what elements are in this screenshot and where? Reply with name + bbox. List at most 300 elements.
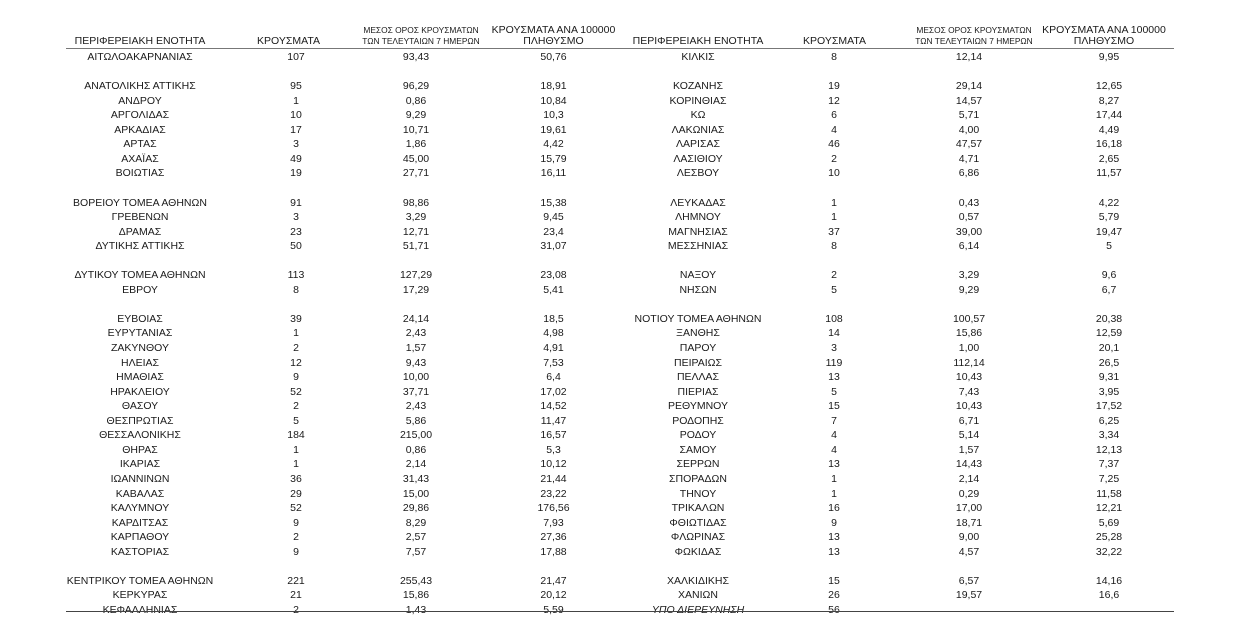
cell-region: ΑΡΤΑΣ <box>123 138 157 151</box>
cell-rate: 32,22 <box>1095 545 1123 558</box>
cell-region: ΚΟΖΑΝΗΣ <box>673 80 723 93</box>
table-row <box>66 312 616 326</box>
cell-cases: 26 <box>828 589 840 602</box>
cell-avg: 29,86 <box>402 502 430 515</box>
table-row <box>614 123 1174 137</box>
cell-cases: 221 <box>287 574 305 587</box>
cell-rate: 19,61 <box>540 123 567 136</box>
cell-rate: 11,58 <box>1096 487 1122 500</box>
cell-rate: 18,5 <box>543 312 564 325</box>
table-row <box>614 166 1174 180</box>
table-row <box>66 530 616 544</box>
cell-rate: 6,25 <box>1098 414 1120 427</box>
cell-cases: 9 <box>831 516 837 529</box>
cell-cases: 3 <box>293 211 299 224</box>
header-avg-line2: ΤΩΝ ΤΕΛΕΥΤΑΙΩΝ 7 ΗΜΕΡΩΝ <box>362 36 480 46</box>
cell-cases: 6 <box>831 109 837 122</box>
cell-avg: 100,57 <box>952 312 986 325</box>
table-row <box>66 370 616 384</box>
cell-avg: 29,14 <box>955 80 983 93</box>
cell-rate: 4,98 <box>543 327 564 340</box>
table-row <box>66 210 616 224</box>
cell-avg: 39,00 <box>955 225 983 238</box>
cell-rate: 11,47 <box>540 414 567 427</box>
cell-cases: 4 <box>831 443 837 456</box>
cell-rate: 7,25 <box>1098 472 1120 485</box>
cell-region: ΝΟΤΙΟΥ ΤΟΜΕΑ ΑΘΗΝΩΝ <box>634 312 762 325</box>
table-row <box>614 574 1174 588</box>
cell-region: ΙΩΑΝΝΙΝΩΝ <box>110 472 170 485</box>
table-row <box>66 588 616 602</box>
cell-cases: 3 <box>293 138 299 151</box>
table-row <box>66 574 616 588</box>
table-row <box>66 428 616 442</box>
table-row <box>614 370 1174 384</box>
cell-avg: 0,86 <box>405 94 427 107</box>
cell-cases: 1 <box>831 472 837 485</box>
cell-region: ΚΕΡΚΥΡΑΣ <box>112 589 168 602</box>
table-row <box>66 268 616 282</box>
table-row <box>66 196 616 210</box>
table-row <box>614 443 1174 457</box>
header-cases: ΚΡΟΥΣΜΑΤΑ <box>803 35 866 47</box>
table-row <box>614 501 1174 515</box>
cell-cases: 2 <box>293 342 299 354</box>
cell-region: ΒΟΡΕΙΟΥ ΤΟΜΕΑ ΑΘΗΝΩΝ <box>73 196 207 209</box>
cell-avg: 12,14 <box>955 51 983 63</box>
cell-avg: 4,00 <box>958 123 980 136</box>
cell-cases: 39 <box>290 312 302 325</box>
table-row <box>614 225 1174 239</box>
cell-rate: 5,41 <box>543 283 564 296</box>
table-row <box>614 399 1174 413</box>
cell-region: ΠΑΡΟΥ <box>679 342 717 354</box>
cell-rate: 10,12 <box>540 458 567 471</box>
cell-avg: 9,00 <box>958 531 980 544</box>
cell-cases: 91 <box>290 196 302 209</box>
cell-region: ΘΕΣΣΑΛΟΝΙΚΗΣ <box>99 429 181 442</box>
header-region: ΠΕΡΙΦΕΡΕΙΑΚΗ ΕΝΟΤΗΤΑ <box>632 35 764 47</box>
cell-region: ΑΧΑΪΑΣ <box>121 152 159 165</box>
cell-cases: 46 <box>828 138 840 151</box>
cell-rate: 11,57 <box>1096 167 1122 180</box>
table-row <box>66 487 616 501</box>
cell-cases: 1 <box>293 443 299 456</box>
cell-avg: 10,43 <box>955 400 983 413</box>
cell-avg: 15,86 <box>402 589 430 602</box>
cell-region: ΖΑΚΥΝΘΟΥ <box>110 342 169 354</box>
cell-cases: 108 <box>825 312 843 325</box>
table-row <box>614 79 1174 93</box>
cell-region: ΠΙΕΡΙΑΣ <box>677 385 719 398</box>
left-table <box>66 18 616 616</box>
table-row <box>614 428 1174 442</box>
cell-rate: 7,53 <box>543 356 564 369</box>
cell-region: ΘΑΣΟΥ <box>121 400 159 413</box>
cell-rate: 23,22 <box>540 487 567 500</box>
cell-rate: 5,3 <box>546 443 561 456</box>
table-row <box>66 385 616 399</box>
cell-rate: 9,31 <box>1098 371 1120 384</box>
cell-rate: 5,59 <box>543 603 564 616</box>
cell-cases: 15 <box>828 574 840 587</box>
cell-region: ΜΑΓΝΗΣΙΑΣ <box>668 225 728 238</box>
table-row <box>614 152 1174 166</box>
table-row <box>66 603 616 617</box>
cell-avg: 4,71 <box>958 152 980 165</box>
table-row <box>66 457 616 471</box>
cell-region: ΔΡΑΜΑΣ <box>118 225 162 238</box>
cell-region: ΡΟΔΟΠΗΣ <box>672 414 724 427</box>
cell-avg: 215,00 <box>399 429 433 442</box>
cell-rate: 25,28 <box>1095 531 1123 544</box>
cell-rate: 17,52 <box>1095 400 1123 413</box>
cell-cases: 23 <box>290 225 302 238</box>
header-avg-line1: ΜΕΣΟΣ ΟΡΟΣ ΚΡΟΥΣΜΑΤΩΝ <box>916 25 1032 35</box>
cell-region: ΥΠΟ ΔΙΕΡΕΥΝΗΣΗ <box>651 603 745 616</box>
cell-avg: 17,00 <box>955 502 983 515</box>
table-row <box>614 326 1174 340</box>
cell-cases: 184 <box>287 429 305 442</box>
cell-rate: 10,84 <box>540 94 567 107</box>
cell-rate: 9,45 <box>543 211 564 224</box>
header-rate <box>1034 25 1174 47</box>
cell-avg: 14,43 <box>955 458 983 471</box>
header-rate-line2: ΠΛΗΘΥΣΜΟ <box>523 35 584 47</box>
cell-rate: 21,44 <box>540 472 567 485</box>
cell-rate: 9,6 <box>1101 269 1117 282</box>
table-row <box>66 516 616 530</box>
cell-avg: 4,57 <box>958 545 980 558</box>
cell-region: ΦΘΙΩΤΙΔΑΣ <box>669 516 727 529</box>
cell-avg: 15,00 <box>402 487 430 500</box>
cell-region: ΚΕΦΑΛΛΗΝΙΑΣ <box>102 603 178 616</box>
cell-cases: 2 <box>293 603 299 616</box>
cell-rate: 3,34 <box>1098 429 1120 442</box>
table-row <box>614 196 1174 210</box>
cell-region: ΛΕΥΚΑΔΑΣ <box>670 196 726 209</box>
cell-avg: 17,29 <box>402 283 430 296</box>
cell-region: ΛΑΣΙΘΙΟΥ <box>673 152 723 165</box>
header-rate <box>486 25 621 47</box>
table-row <box>614 50 1174 64</box>
cell-avg: 0,29 <box>958 487 980 500</box>
table-row <box>66 545 616 559</box>
cell-avg: 9,29 <box>405 109 427 122</box>
table-row <box>614 239 1174 253</box>
cell-region: ΚΑΛΥΜΝΟΥ <box>110 502 170 515</box>
cell-region: ΑΡΚΑΔΙΑΣ <box>114 123 166 136</box>
cell-region: ΔΥΤΙΚΗΣ ΑΤΤΙΚΗΣ <box>95 240 185 253</box>
cell-rate: 15,38 <box>540 196 567 209</box>
cell-rate: 31,07 <box>540 240 567 253</box>
cell-rate: 5,79 <box>1098 211 1120 224</box>
cell-avg: 2,14 <box>405 458 427 471</box>
cell-avg: 112,14 <box>953 356 985 369</box>
cell-cases: 14 <box>828 327 840 340</box>
cell-rate: 12,59 <box>1095 327 1123 340</box>
cell-rate: 16,6 <box>1098 589 1120 602</box>
cell-cases: 17 <box>290 123 302 136</box>
cell-region: ΓΡΕΒΕΝΩΝ <box>111 211 169 224</box>
cell-cases: 2 <box>293 400 299 413</box>
cell-cases: 5 <box>831 385 837 398</box>
cell-rate: 20,12 <box>540 589 567 602</box>
cell-avg: 6,71 <box>958 414 980 427</box>
cell-avg: 12,71 <box>402 225 430 238</box>
table-row <box>66 399 616 413</box>
table-row <box>614 530 1174 544</box>
table-row <box>66 94 616 108</box>
cell-cases: 9 <box>293 371 299 384</box>
table-row <box>66 137 616 151</box>
cell-avg: 5,14 <box>958 429 980 442</box>
cell-cases: 9 <box>293 545 299 558</box>
cell-cases: 3 <box>831 342 837 354</box>
cell-avg: 18,71 <box>955 516 983 529</box>
cell-cases: 52 <box>290 502 302 515</box>
cell-cases: 4 <box>831 123 837 136</box>
cell-cases: 2 <box>293 531 299 544</box>
cell-region: ΜΕΣΣΗΝΙΑΣ <box>667 240 729 253</box>
table-row <box>66 283 616 297</box>
cell-region: ΕΥΒΟΙΑΣ <box>117 312 163 325</box>
cell-rate: 176,56 <box>537 502 570 515</box>
cell-region: ΗΛΕΙΑΣ <box>120 356 159 369</box>
cell-avg: 31,43 <box>402 472 430 485</box>
cell-rate: 6,4 <box>546 371 561 384</box>
cell-region: ΤΗΝΟΥ <box>679 487 717 500</box>
table-row <box>66 501 616 515</box>
cell-avg: 1,57 <box>958 443 980 456</box>
header-cases: ΚΡΟΥΣΜΑΤΑ <box>257 35 320 47</box>
table-row <box>66 152 616 166</box>
cell-avg: 9,43 <box>405 356 427 369</box>
cell-rate: 6,7 <box>1101 283 1117 296</box>
cell-avg: 1,43 <box>405 603 427 616</box>
cell-avg: 15,86 <box>955 327 983 340</box>
cell-avg: 3,29 <box>405 211 427 224</box>
cell-cases: 2 <box>831 269 837 282</box>
cell-avg: 0,86 <box>405 443 427 456</box>
cell-avg: 2,14 <box>958 472 980 485</box>
cell-rate: 7,37 <box>1098 458 1120 471</box>
cell-rate: 12,65 <box>1095 80 1123 93</box>
cell-rate: 23,08 <box>540 269 567 282</box>
cell-cases: 8 <box>831 51 837 63</box>
cell-avg: 2,43 <box>405 400 427 413</box>
cell-region: ΚΑΡΠΑΘΟΥ <box>110 531 170 544</box>
cell-cases: 56 <box>828 603 840 616</box>
cell-region: ΚΕΝΤΡΙΚΟΥ ΤΟΜΕΑ ΑΘΗΝΩΝ <box>66 574 214 587</box>
cell-cases: 10 <box>290 109 302 122</box>
cell-cases: 10 <box>828 167 840 180</box>
cell-rate: 16,18 <box>1095 138 1123 151</box>
cell-cases: 12 <box>828 94 840 107</box>
cell-avg: 9,29 <box>958 283 980 296</box>
left-table-header <box>66 18 616 49</box>
table-row <box>614 341 1174 355</box>
cell-region: ΧΑΝΙΩΝ <box>678 589 718 602</box>
cell-cases: 2 <box>831 152 837 165</box>
cell-region: ΚΑΣΤΟΡΙΑΣ <box>110 545 170 558</box>
cell-cases: 107 <box>287 51 305 63</box>
header-region: ΠΕΡΙΦΕΡΕΙΑΚΗ ΕΝΟΤΗΤΑ <box>74 35 206 47</box>
cell-avg: 6,14 <box>958 240 980 253</box>
table-row <box>66 123 616 137</box>
table-row <box>66 326 616 340</box>
cell-cases: 49 <box>290 152 302 165</box>
cell-region: ΚΑΒΑΛΑΣ <box>115 487 165 500</box>
cell-rate: 18,91 <box>540 80 567 93</box>
cell-cases: 119 <box>825 356 843 369</box>
table-row <box>614 108 1174 122</box>
cell-rate: 26,5 <box>1098 356 1120 369</box>
cell-avg: 19,57 <box>955 589 983 602</box>
cell-rate: 5,69 <box>1098 516 1120 529</box>
cell-cases: 19 <box>290 167 302 180</box>
table-row <box>614 312 1174 326</box>
cell-region: ΛΑΚΩΝΙΑΣ <box>671 123 725 136</box>
cell-region: ΘΕΣΠΡΩΤΙΑΣ <box>106 414 174 427</box>
table-row <box>66 443 616 457</box>
cell-region: ΝΗΣΩΝ <box>679 283 717 296</box>
cell-cases: 37 <box>828 225 840 238</box>
cell-rate: 10,3 <box>543 109 564 122</box>
cell-rate: 8,27 <box>1098 94 1120 107</box>
cell-avg: 255,43 <box>399 574 433 587</box>
table-row <box>66 356 616 370</box>
cell-cases: 95 <box>290 80 302 93</box>
cell-cases: 1 <box>831 196 837 209</box>
cell-rate: 4,49 <box>1098 123 1120 136</box>
cell-region: ΞΑΝΘΗΣ <box>676 327 720 340</box>
table-row <box>66 79 616 93</box>
cell-avg: 98,86 <box>402 196 430 209</box>
cell-avg: 93,43 <box>402 51 430 63</box>
cell-avg: 10,43 <box>955 371 983 384</box>
cell-cases: 5 <box>831 283 837 296</box>
cell-cases: 50 <box>290 240 302 253</box>
cell-cases: 8 <box>831 240 837 253</box>
cell-avg: 1,57 <box>405 342 427 354</box>
cell-cases: 13 <box>828 458 840 471</box>
cell-rate: 23,4 <box>543 225 564 238</box>
cell-region: ΒΟΙΩΤΙΑΣ <box>115 167 165 180</box>
cell-rate: 17,02 <box>540 385 567 398</box>
cell-avg: 5,86 <box>405 414 427 427</box>
cell-rate: 17,44 <box>1095 109 1123 122</box>
cell-rate: 14,52 <box>540 400 567 413</box>
cell-cases: 19 <box>828 80 840 93</box>
cell-rate: 16,11 <box>540 167 567 180</box>
table-row <box>614 210 1174 224</box>
table-row <box>66 108 616 122</box>
cell-cases: 52 <box>290 385 302 398</box>
cell-avg: 0,57 <box>958 211 980 224</box>
cell-region: ΛΑΡΙΣΑΣ <box>676 138 720 151</box>
cell-rate: 16,57 <box>540 429 567 442</box>
cell-cases: 1 <box>831 487 837 500</box>
cell-region: ΘΗΡΑΣ <box>122 443 158 456</box>
cell-cases: 12 <box>290 356 302 369</box>
cell-region: ΛΕΣΒΟΥ <box>676 167 720 180</box>
cell-avg: 0,43 <box>958 196 980 209</box>
cell-cases: 13 <box>828 545 840 558</box>
cell-cases: 16 <box>828 502 840 515</box>
cell-cases: 4 <box>831 429 837 442</box>
table-row <box>614 414 1174 428</box>
cell-avg: 3,29 <box>958 269 980 282</box>
cell-region: ΦΛΩΡΙΝΑΣ <box>670 531 726 544</box>
cell-cases: 13 <box>828 531 840 544</box>
cell-avg: 6,86 <box>958 167 980 180</box>
table-row <box>614 283 1174 297</box>
cell-rate: 20,1 <box>1098 342 1120 354</box>
header-rate-line1: ΚΡΟΥΣΜΑΤΑ ΑΝΑ 100000 <box>491 24 616 36</box>
cell-rate: 3,95 <box>1098 385 1120 398</box>
cell-rate: 19,47 <box>1095 225 1123 238</box>
cell-cases: 7 <box>831 414 837 427</box>
table-row <box>614 603 1174 617</box>
cell-region: ΙΚΑΡΙΑΣ <box>119 458 161 471</box>
cell-cases: 13 <box>828 371 840 384</box>
cell-region: ΗΜΑΘΙΑΣ <box>116 371 164 384</box>
cell-avg: 2,43 <box>405 327 427 340</box>
table-row <box>66 472 616 486</box>
table-row <box>614 545 1174 559</box>
cell-region: ΚΙΛΚΙΣ <box>681 51 715 63</box>
cell-rate: 2,65 <box>1098 152 1120 165</box>
cell-rate: 27,36 <box>540 531 567 544</box>
cell-region: ΡΟΔΟΥ <box>679 429 717 442</box>
cell-region: ΚΟΡΙΝΘΙΑΣ <box>669 94 727 107</box>
cell-cases: 1 <box>293 327 299 340</box>
cell-rate: 5 <box>1106 240 1112 253</box>
cell-region: ΣΠΟΡΑΔΩΝ <box>669 472 727 485</box>
cell-avg: 45,00 <box>402 152 430 165</box>
cell-region: ΛΗΜΝΟΥ <box>675 211 721 224</box>
cell-region: ΠΕΙΡΑΙΩΣ <box>674 356 722 369</box>
cell-region: ΗΡΑΚΛΕΙΟΥ <box>110 385 170 398</box>
cell-rate: 4,42 <box>543 138 564 151</box>
header-avg-line2: ΤΩΝ ΤΕΛΕΥΤΑΙΩΝ 7 ΗΜΕΡΩΝ <box>915 36 1033 46</box>
cell-rate: 50,76 <box>540 51 567 63</box>
header-rate-line1: ΚΡΟΥΣΜΑΤΑ ΑΝΑ 100000 <box>1042 24 1166 36</box>
cell-region: ΕΒΡΟΥ <box>122 283 158 296</box>
cell-rate: 7,93 <box>543 516 564 529</box>
cell-avg: 6,57 <box>958 574 980 587</box>
cell-region: ΑΡΓΟΛΙΔΑΣ <box>110 109 170 122</box>
table-row <box>66 239 616 253</box>
cell-avg: 7,43 <box>958 385 980 398</box>
cell-region: ΑΙΤΩΛΟΑΚΑΡΝΑΝΙΑΣ <box>87 51 193 63</box>
cell-cases: 5 <box>293 414 299 427</box>
cell-region: ΝΑΞΟΥ <box>679 269 717 282</box>
cell-rate: 4,91 <box>543 342 564 354</box>
cell-avg: 14,57 <box>955 94 983 107</box>
cell-avg: 10,00 <box>402 371 430 384</box>
cell-avg: 27,71 <box>402 167 430 180</box>
cell-rate: 9,95 <box>1098 51 1120 63</box>
cell-avg: 51,71 <box>402 240 430 253</box>
cell-rate: 4,22 <box>1098 196 1120 209</box>
cell-cases: 21 <box>290 589 302 602</box>
header-avg-line1: ΜΕΣΟΣ ΟΡΟΣ ΚΡΟΥΣΜΑΤΩΝ <box>363 25 479 35</box>
cell-rate: 12,13 <box>1095 443 1123 456</box>
header-avg <box>346 25 496 47</box>
header-rate-line2: ΠΛΗΘΥΣΜΟ <box>1073 35 1135 47</box>
